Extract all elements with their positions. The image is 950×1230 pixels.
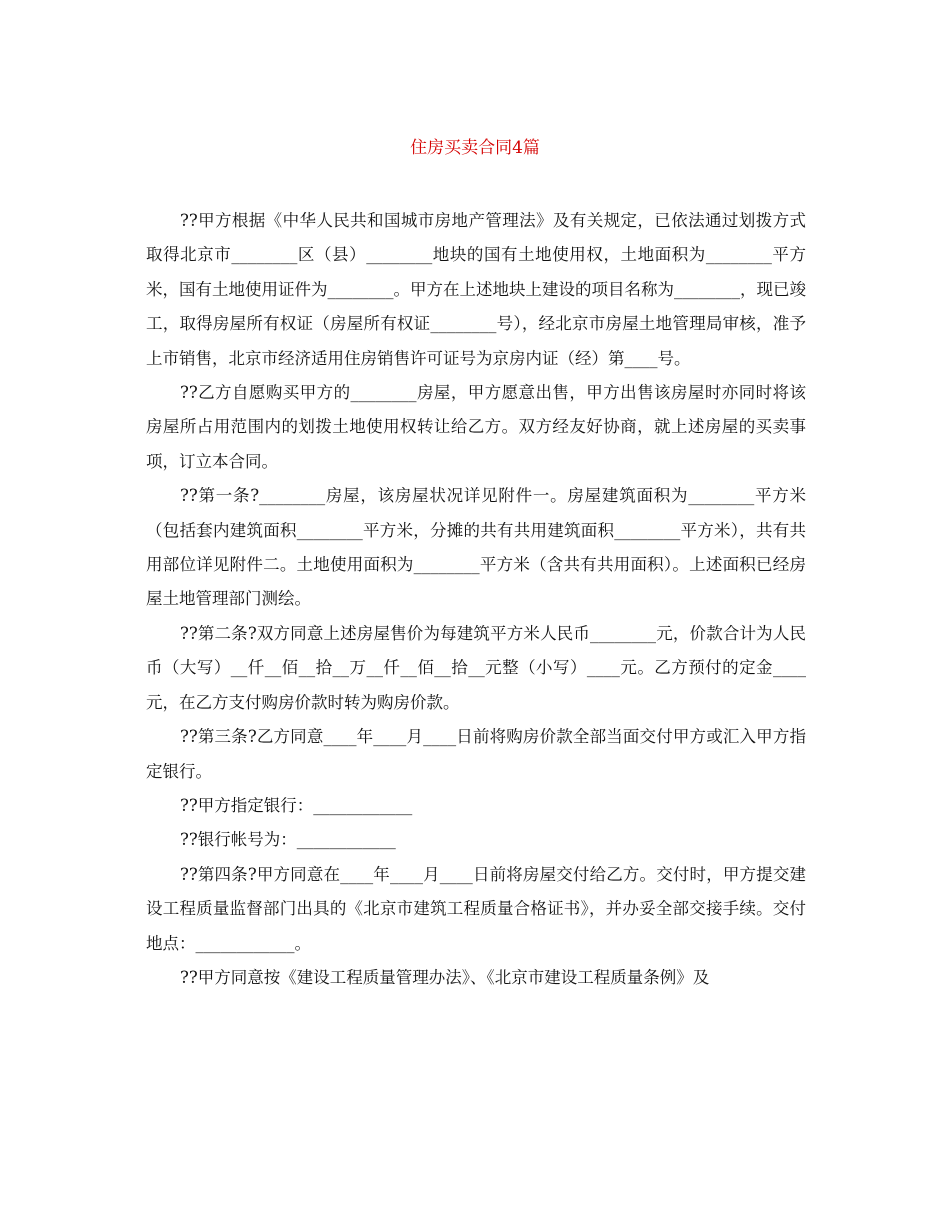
document-body [146, 204, 806, 995]
paragraph-article-3: ??第三条?乙方同意____年____月____日前将购房价款全部当面交付甲方或汇入甲方指定银行。 [146, 727, 806, 781]
paragraph-quality-clause: ??甲方同意按《建设工程质量管理办法》、《北京市建设工程质量条例》及 [180, 967, 710, 987]
paragraph-designated-bank: ??甲方指定银行：____________ [180, 795, 413, 815]
paragraph-bank-account: ??银行帐号为：____________ [180, 830, 396, 850]
paragraph-article-4: ??第四条?甲方同意在____年____月____日前将房屋交付给乙方。交付时，甲方提交建设工程质量监督部门出具的《北京市建筑工程质量合格证书》，并办妥全部交接手续。交付地点：____________。 [146, 864, 806, 953]
paragraph-article-2: ??第二条?双方同意上述房屋售价为每建筑平方米人民币________元，价款合计为人民币（大写）__仟__佰__拾__万__仟__佰__拾__元整（小写）____元。乙方预付的定金____元，在乙方支付购房价款时转为购房价款。 [146, 623, 806, 712]
paragraph-preamble: ??甲方根据《中华人民共和国城市房地产管理法》及有关规定，已依法通过划拨方式取得北京市________区（县）________地块的国有土地使用权，土地面积为________平方米，国有土地使用证件为________。甲方在上述地块上建设的项目名称为________，现已竣工，取得房屋所有权证（房屋所有权证________号），经北京市房屋土地管理局审核，准予上市销售，北京市经济适用住房销售许可证号为京房内证（经）第____号。 [146, 211, 807, 368]
document-title: 住房买卖合同4篇 [410, 138, 540, 158]
paragraph-article-1: ??第一条?________房屋，该房屋状况详见附件一。房屋建筑面积为________平方米（包括套内建筑面积________平方米，分摊的共有共用建筑面积________平方米），共有共用部位详见附件二。土地使用面积为________平方米（含共有共用面积）。上述面积已经房屋土地管理部门测绘。 [146, 486, 806, 609]
paragraph-purchase-intent: ??乙方自愿购买甲方的________房屋，甲方愿意出售，甲方出售该房屋时亦同时将该房屋所占用范围内的划拨土地使用权转让给乙方。双方经友好协商，就上述房屋的买卖事项，订立本合同。 [146, 383, 806, 471]
